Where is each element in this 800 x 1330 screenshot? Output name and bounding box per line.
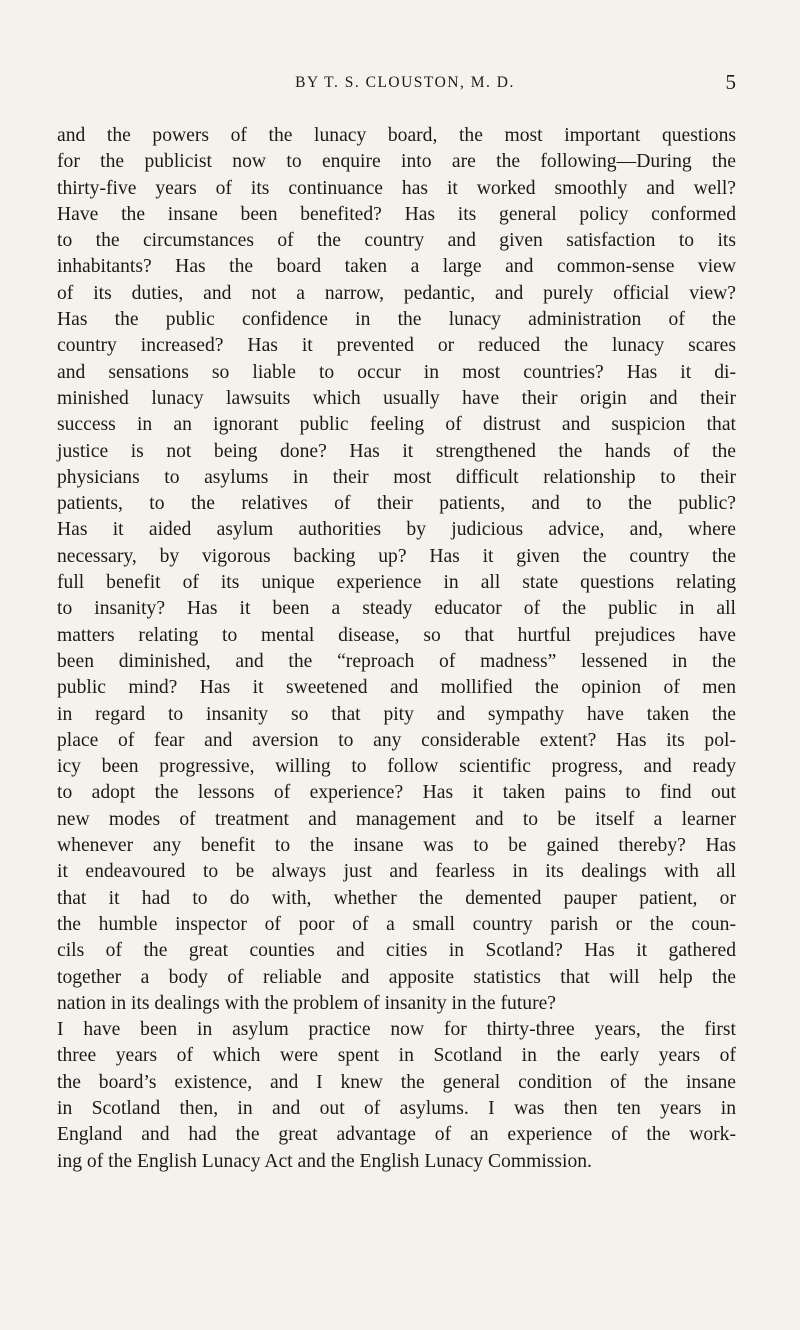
text-line: minished lunacy lawsuits which usually have their origin and their bbox=[57, 387, 736, 409]
text-line: Have the insane been benefited? Has its general policy conformed bbox=[57, 203, 736, 225]
text-line: and sensations so liable to occur in most countries? Has it di- bbox=[57, 361, 736, 383]
text-line: that it had to do with, whether the demented pauper patient, or bbox=[57, 887, 736, 909]
text-line: it endeavoured to be always just and fearless in its dealings with all bbox=[57, 861, 736, 883]
text-line: nation in its dealings with the problem of insanity in the future? bbox=[57, 992, 556, 1014]
text-line: for the publicist now to enquire into are the following—During the bbox=[57, 151, 736, 173]
text-line: England and had the great advantage of an experience of the work- bbox=[57, 1124, 736, 1146]
text-line: physicians to asylums in their most difficult relationship to their bbox=[57, 466, 736, 488]
text-line: patients, to the relatives of their patients, and to the public? bbox=[57, 493, 736, 515]
page-number: 5 bbox=[725, 70, 736, 94]
text-line: new modes of treatment and management and to be itself a learner bbox=[57, 808, 736, 830]
text-line: been diminished, and the “reproach of madness” lessened in the bbox=[57, 650, 736, 672]
text-line: I have been in asylum practice now for thirty-three years, the first bbox=[57, 1019, 736, 1041]
text-line: to insanity? Has it been a steady educator of the public in all bbox=[57, 598, 736, 620]
text-line: of its duties, and not a narrow, pedantic, and purely official view? bbox=[57, 282, 736, 304]
text-line: ing of the English Lunacy Act and the English Lunacy Commission. bbox=[57, 1150, 592, 1172]
text-line: in Scotland then, in and out of asylums. I was then ten years in bbox=[57, 1097, 736, 1119]
text-line: Has the public confidence in the lunacy administration of the bbox=[57, 309, 736, 331]
text-line: and the powers of the lunacy board, the most important questions bbox=[57, 125, 736, 146]
text-line: place of fear and aversion to any considerable extent? Has its pol- bbox=[57, 729, 736, 751]
text-line: cils of the great counties and cities in Scotland? Has it gathered bbox=[57, 940, 736, 962]
text-line: Has it aided asylum authorities by judicious advice, and, where bbox=[57, 519, 736, 541]
text-line: icy been progressive, willing to follow scientific progress, and ready bbox=[57, 756, 736, 778]
body-text bbox=[57, 123, 736, 1175]
text-line: public mind? Has it sweetened and mollified the opinion of men bbox=[57, 677, 736, 699]
text-line: thirty-five years of its continuance has it worked smoothly and well? bbox=[57, 177, 736, 199]
text-line: three years of which were spent in Scotland in the early years of bbox=[57, 1045, 736, 1067]
text-line: success in an ignorant public feeling of distrust and suspicion that bbox=[57, 414, 736, 436]
text-line: the board’s existence, and I knew the general condition of the insane bbox=[57, 1071, 736, 1093]
text-line: necessary, by vigorous backing up? Has it given the country the bbox=[57, 545, 736, 567]
text-line: to adopt the lessons of experience? Has it taken pains to find out bbox=[57, 782, 736, 804]
text-line: full benefit of its unique experience in all state questions relating bbox=[57, 572, 736, 594]
text-line: country increased? Has it prevented or reduced the lunacy scares bbox=[57, 335, 736, 357]
text-line: justice is not being done? Has it strengthened the hands of the bbox=[57, 440, 736, 462]
text-line: matters relating to mental disease, so that hurtful prejudices have bbox=[57, 624, 736, 646]
running-title: BY T. S. CLOUSTON, M. D. bbox=[295, 74, 515, 91]
text-line: whenever any benefit to the insane was to be gained thereby? Has bbox=[57, 835, 736, 857]
text-line: to the circumstances of the country and given satisfaction to its bbox=[57, 230, 736, 252]
text-line: together a body of reliable and apposite statistics that will help the bbox=[57, 966, 736, 988]
text-line: inhabitants? Has the board taken a large and common-sense view bbox=[57, 256, 736, 278]
text-line: the humble inspector of poor of a small country parish or the coun- bbox=[57, 913, 736, 935]
running-head bbox=[56, 70, 736, 100]
text-line: in regard to insanity so that pity and sympathy have taken the bbox=[57, 703, 736, 725]
